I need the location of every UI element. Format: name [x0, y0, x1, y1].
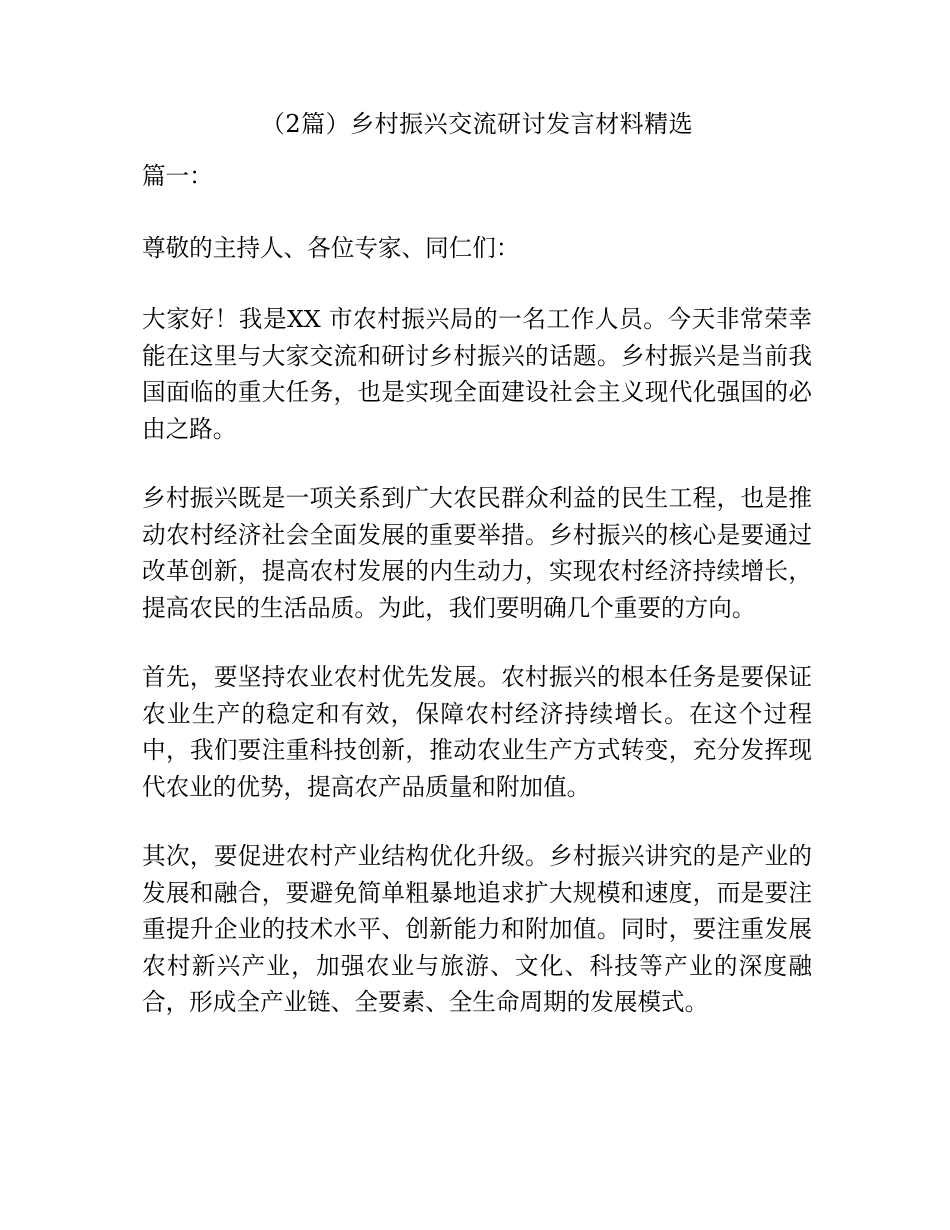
- paragraph-greeting: 大家好！我是XX 市农村振兴局的一名工作人员。今天非常荣幸能在这里与大家交流和研讨乡村振兴的话题。乡村振兴是当前我国面临的重大任务，也是实现全面建设社会主义现代化强国的必由之路。: [142, 305, 812, 443]
- salutation: 尊敬的主持人、各位专家、同仁们：: [142, 233, 520, 262]
- paragraph-second-point: 其次，要促进农村产业结构优化升级。乡村振兴讲究的是产业的发展和融合，要避免简单粗暴地追求扩大规模和速度，而是要注重提升企业的技术水平、创新能力和附加值。同时，要注重发展农村新兴产业，加强农业与旅游、文化、科技等产业的深度融合，形成全产业链、全要素、全生命周期的发展模式。: [142, 842, 812, 1016]
- document-body: [142, 104, 812, 1054]
- section-label: 篇一：: [142, 162, 213, 190]
- document-title: （2篇）乡村振兴交流研讨发言材料精选: [260, 110, 694, 138]
- paragraph-core: 乡村振兴既是一项关系到广大农民群众利益的民生工程，也是推动农村经济社会全面发展的重要举措。乡村振兴的核心是要通过改革创新，提高农村发展的内生动力，实现农村经济持续增长，提高农民的生活品质。为此，我们要明确几个重要的方向。: [142, 484, 812, 622]
- paragraph-first-point: 首先，要坚持农业农村优先发展。农村振兴的根本任务是要保证农业生产的稳定和有效，保障农村经济持续增长。在这个过程中，我们要注重科技创新，推动农业生产方式转变，充分发挥现代农业的优势，提高农产品质量和附加值。: [142, 663, 812, 801]
